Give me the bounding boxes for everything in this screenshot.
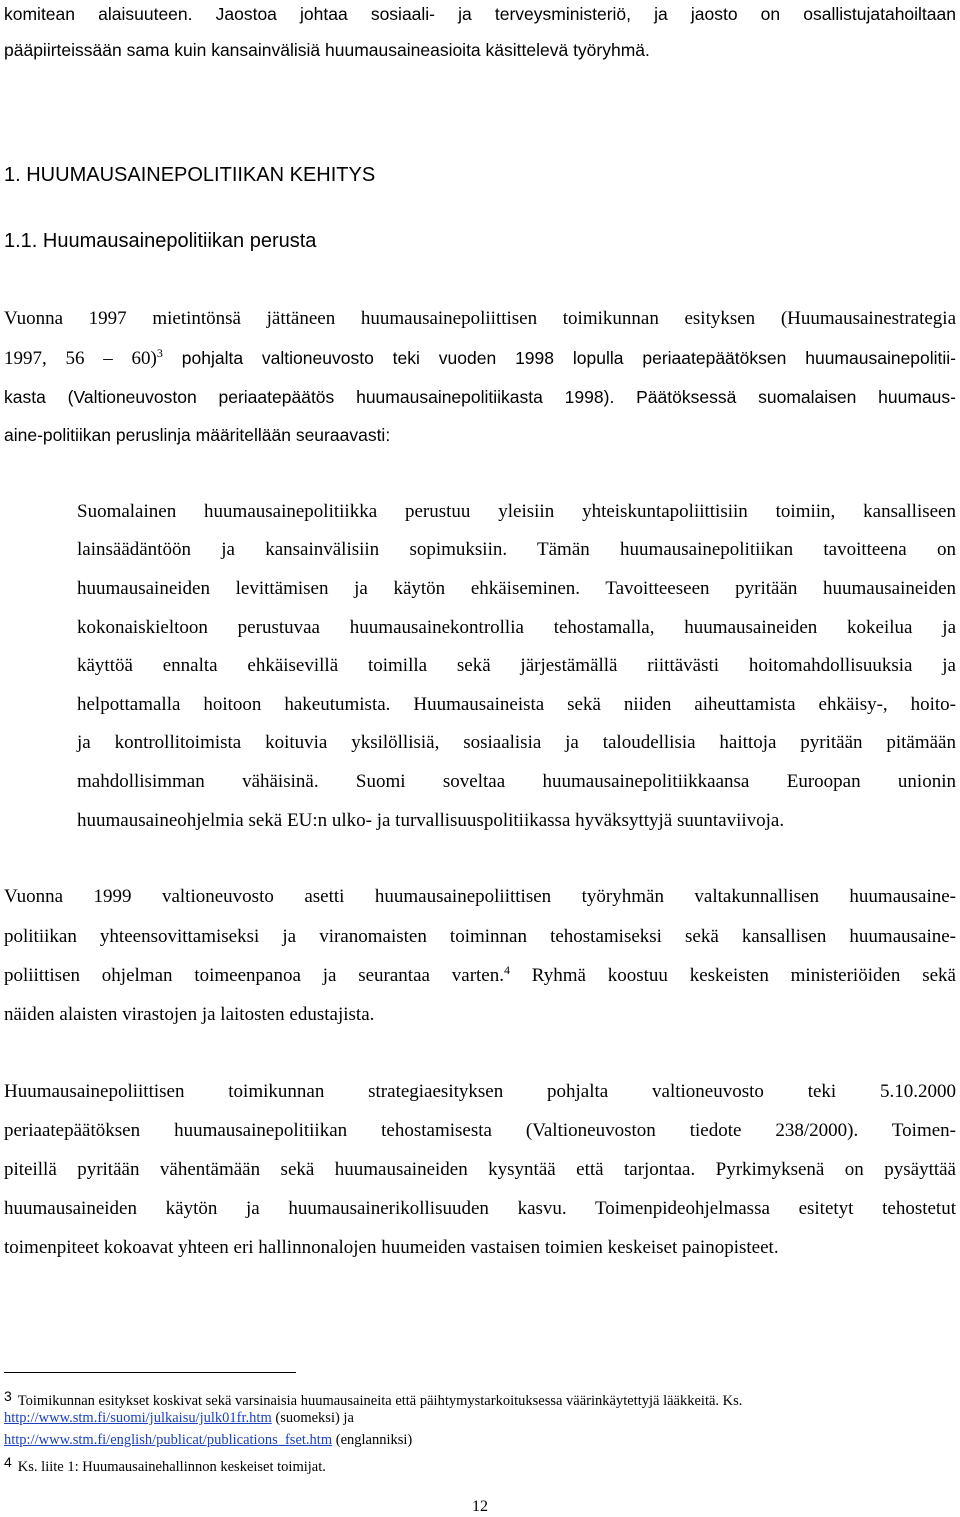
quote-line: helpottamalla hoitoon hakeutumista. Huumausaineista sekä niiden aiheuttamista ehkäisy-, hoito- [77, 694, 956, 715]
link-note: (suomeksi) ja [271, 1410, 354, 1426]
chapter-heading: 1. HUUMAUSAINEPOLITIIKAN KEHITYS [4, 164, 376, 186]
page-number: 12 [472, 1498, 488, 1515]
quote-line: Suomalainen huumausainepolitiikka perustuu yleisiin yhteiskuntapoliittisiin toimiin, kansalliseen [77, 501, 956, 522]
footnote-ref-3[interactable]: 3 [156, 346, 163, 360]
para1-line-1: Vuonna 1997 mietintönsä jättäneen huumausainepoliittisen toimikunnan esityksen (Huumausainestrategia [4, 308, 956, 329]
footnote-text: Ks. liite 1: Huumausainehallinnon keskeiset toimijat. [17, 1459, 326, 1475]
para3-line: piteillä pyritään vähentämään sekä huumausaineiden kysyntää että tarjontaa. Pyrkimyksenä on pysäyttää [4, 1159, 956, 1180]
para3-line: Huumausainepoliittisen toimikunnan strategiaesityksen pohjalta valtioneuvosto teki 5.10.2000 [4, 1081, 956, 1102]
section-heading: 1.1. Huumausainepolitiikan perusta [4, 230, 317, 252]
para2-line-2: politiikan yhteensovittamiseksi ja viranomaisten toiminnan tehostamiseksi sekä kansallisen huumausaine- [4, 926, 956, 947]
para2-line-3: poliittisen ohjelman toimeenpanoa ja seurantaa varten.$^4$ Ryhmä koostuu keskeisten ministeriöiden sekä [4, 963, 956, 986]
intro-line-1: komitean alaisuuteen. Jaostoa johtaa sosiaali- ja terveysministeriö, ja jaosto on osallistujatahoiltaan [4, 4, 956, 24]
para2-line-4: näiden alaisten virastojen ja laitosten edustajista. [4, 1004, 375, 1025]
para3-line: periaatepäätöksen huumausainepolitiikan tehostamisesta (Valtioneuvoston tiedote 238/2000). Toimen- [4, 1120, 956, 1141]
quote-line: käyttöä ennalta ehkäisevillä toimilla sekä järjestämällä riittävästi hoitomahdollisuuksia ja [77, 655, 956, 676]
link-stm-english[interactable]: http://www.stm.fi/english/publicat/publications_fset.htm [4, 1432, 333, 1448]
quote-line: ja kontrollitoimista koituvia yksilöllisiä, sosiaalisia ja taloudellisia haittoja pyritään pitämään [77, 732, 956, 753]
quote-line: huumausaineiden levittämisen ja käytön ehkäiseminen. Tavoitteeseen pyritään huumausaineiden [77, 578, 956, 599]
para3-line: toimenpiteet kokoavat yhteen eri hallinnonalojen huumeiden vastaisen toimien keskeiset painopisteet. [4, 1237, 779, 1258]
para3-line: huumausaineiden käytön ja huumausainerikollisuuden kasvu. Toimenpideohjelmassa esitetyt tehostetut [4, 1198, 956, 1219]
footnote-3-links [4, 1408, 940, 1428]
quote-line: lainsäädäntöön ja kansainvälisiin sopimuksiin. Tämän huumausainepolitiikan tavoitteena on [77, 539, 956, 560]
footnote-ref-4[interactable]: 4 [503, 963, 510, 977]
footnote-text: Toimikunnan esitykset koskivat sekä varsinaisia huumausaineita että päihtymystarkoituksessa väärinkäytettyjä lääkkeitä. Ks. [17, 1393, 743, 1409]
footnote-number: 3 [4, 1388, 12, 1404]
quote-line: kokonaiskieltoon perustuvaa huumausainekontrollia tehostamalla, huumausaineiden kokeilua ja [77, 617, 956, 638]
para1-line-2: 1997, 56 – 60)$^3$ pohjalta valtioneuvosto teki vuoden 1998 lopulla periaatepäätöksen huumausainepolitii- [4, 346, 957, 369]
footnote-3-links-2 [4, 1430, 940, 1450]
footnote-4 [4, 1452, 940, 1477]
quote-line: huumausaineohjelmia sekä EU:n ulko- ja turvallisuuspolitiikassa hyväksyttyjä suuntaviivoja. [77, 810, 785, 831]
footnote-divider [4, 1372, 296, 1373]
link-note: (englanniksi) [332, 1432, 413, 1448]
quote-line: mahdollisimman vähäisinä. Suomi soveltaa huumausainepolitiikkaansa Euroopan unionin [77, 771, 956, 792]
para1-line-3: kasta (Valtioneuvoston periaatepäätös huumausainepolitiikasta 1998). Päätöksessä suomalaisen huumaus- [4, 387, 956, 407]
link-stm-finnish[interactable]: http://www.stm.fi/suomi/julkaisu/julk01fr.htm [4, 1410, 272, 1426]
para2-line-1: Vuonna 1999 valtioneuvosto asetti huumausainepoliittisen työryhmän valtakunnallisen huumausaine- [4, 886, 956, 907]
para1-line-4: aine-politiikan peruslinja määritellään seuraavasti: [4, 425, 391, 445]
footnote-number: 4 [4, 1454, 12, 1470]
intro-line-2: pääpiirteissään sama kuin kansainvälisiä huumausaineasioita käsittelevä työryhmä. [4, 40, 650, 60]
